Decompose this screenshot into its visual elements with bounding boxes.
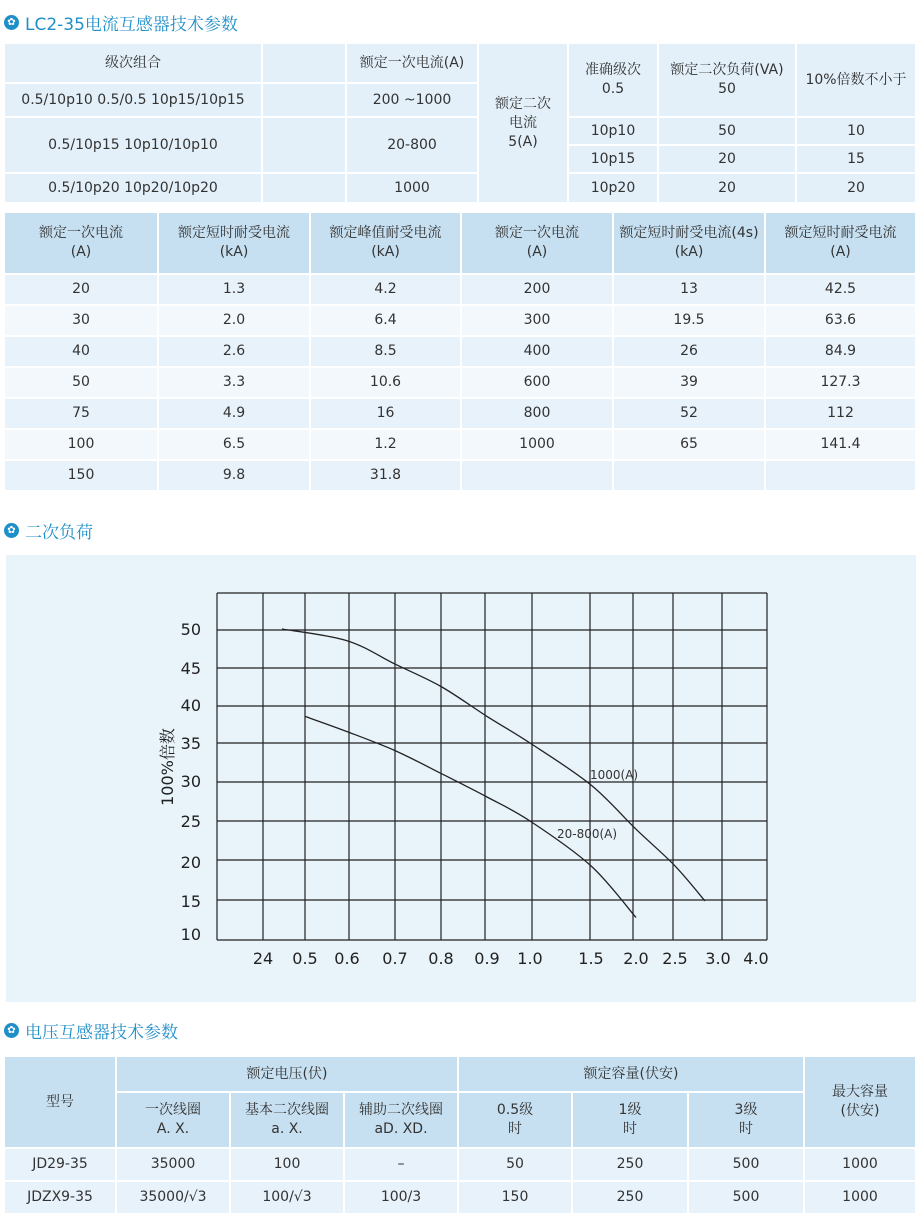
table-cell: 4.9 — [159, 399, 311, 430]
x-tick-label: 2.5 — [662, 949, 688, 968]
table-cell — [766, 461, 917, 492]
column-header-line: (kA) — [371, 244, 400, 260]
table-cell: 16 — [311, 399, 462, 430]
table-cell: 40 — [5, 337, 159, 368]
y-tick-label: 10 — [180, 925, 201, 944]
table-cell: 63.6 — [766, 306, 917, 337]
table-cell: 42.5 — [766, 275, 917, 306]
combo-cell: 0.5/10p20 10p20/10p20 — [5, 174, 263, 204]
y-tick-label: 50 — [180, 620, 201, 639]
star-circle-icon: ✿ — [4, 523, 19, 538]
sub-header-line: 3级 — [734, 1102, 758, 1118]
column-header-line: 额定短时耐受电流(4s) — [619, 225, 759, 241]
sub-header-line: 一次线圈 — [145, 1102, 201, 1118]
table-cell: 300 — [462, 306, 614, 337]
header-accuracy-line: 0.5 — [601, 81, 625, 97]
table-cell: 50 — [5, 368, 159, 399]
table-cell: 250 — [573, 1182, 689, 1215]
x-tick-label: 4.0 — [743, 949, 769, 968]
sub-header — [689, 1093, 805, 1149]
table-cell: 1.2 — [311, 430, 462, 461]
column-header-line: 额定短时耐受电流 — [178, 225, 290, 241]
section-heading-burden — [4, 517, 93, 543]
column-header-line: (kA) — [674, 244, 704, 260]
table-cell: 65 — [614, 430, 766, 461]
column-header — [5, 213, 159, 275]
short-time-current-table — [5, 213, 917, 492]
table-row — [5, 430, 917, 461]
sub-header — [231, 1093, 345, 1149]
table-cell: 600 — [462, 368, 614, 399]
y-tick-label: 30 — [180, 772, 201, 791]
table-cell: 2.6 — [159, 337, 311, 368]
table-cell: 141.4 — [766, 430, 917, 461]
table-row — [5, 368, 917, 399]
table-cell: 2.0 — [159, 306, 311, 337]
table-cell: 9.8 — [159, 461, 311, 492]
sub-header — [345, 1093, 459, 1149]
column-header — [159, 213, 311, 275]
y-tick-label: 40 — [180, 696, 201, 715]
table-cell: 8.5 — [311, 337, 462, 368]
column-header-line: 额定短时耐受电流 — [784, 225, 897, 241]
x-tick-label: 2.0 — [623, 949, 649, 968]
header-max-capacity — [805, 1057, 917, 1149]
section-heading-lc2 — [4, 9, 238, 35]
table-cell: 100/√3 — [231, 1182, 345, 1215]
table-row — [5, 306, 917, 337]
sub-header-line: 1级 — [618, 1102, 642, 1118]
x-tick-label: 0.5 — [292, 949, 318, 968]
header-max-line: 最大容量 — [832, 1084, 888, 1100]
table-cell: 1000 — [805, 1149, 917, 1182]
sub-header-line: 基本二次线圈 — [245, 1102, 329, 1118]
table-cell: 31.8 — [311, 461, 462, 492]
burden-cell: 20 — [659, 146, 797, 174]
x-tick-label: 0.9 — [474, 949, 500, 968]
section-title: LC2-35电流互感器技术参数 — [25, 14, 238, 35]
sub-header-line: a. X. — [271, 1121, 303, 1137]
x-tick-label: 1.0 — [517, 949, 543, 968]
sub-header — [459, 1093, 573, 1149]
table-cell: 1000 — [462, 430, 614, 461]
spacer-cell — [263, 118, 347, 174]
header-secondary — [479, 44, 569, 204]
table-row — [5, 399, 917, 430]
table-cell: 75 — [5, 399, 159, 430]
header-burden-line: 额定二次负荷(VA) — [670, 62, 784, 78]
table-cell: 800 — [462, 399, 614, 430]
primary-cell: 20-800 — [347, 118, 479, 174]
table-cell: 50 — [459, 1149, 573, 1182]
sub-header — [117, 1093, 231, 1149]
primary-cell: 200 ~1000 — [347, 84, 479, 118]
table-cell: 200 — [462, 275, 614, 306]
sub-header-line: 时 — [739, 1121, 753, 1137]
column-header — [311, 213, 462, 275]
burden-cell: 50 — [659, 118, 797, 146]
column-header — [462, 213, 614, 275]
header-secondary-line: 额定二次 — [495, 95, 551, 112]
header-model: 型号 — [5, 1057, 117, 1149]
table-cell: 500 — [689, 1149, 805, 1182]
section-heading-pt — [4, 1017, 178, 1043]
star-circle-icon: ✿ — [4, 1023, 19, 1038]
x-tick-label: 0.7 — [382, 949, 408, 968]
x-tick-label: 3.0 — [705, 949, 731, 968]
x-tick-label: 24 — [252, 949, 274, 968]
factor-cell: 20 — [797, 174, 917, 204]
header-combo: 级次组合 — [5, 44, 263, 84]
table-cell: 52 — [614, 399, 766, 430]
table-row — [5, 337, 917, 368]
table-cell: 150 — [5, 461, 159, 492]
header-primary: 额定一次电流(A) — [347, 44, 479, 84]
table-cell: 39 — [614, 368, 766, 399]
table-cell: JD29-35 — [5, 1149, 117, 1182]
table-cell: 6.5 — [159, 430, 311, 461]
table-cell: 26 — [614, 337, 766, 368]
table-cell: 100 — [231, 1149, 345, 1182]
sub-header-line: aD. XD. — [374, 1121, 428, 1137]
sub-header-line: A. X. — [156, 1121, 190, 1137]
series-label: 1000(A) — [590, 768, 639, 782]
table-cell: 13 — [614, 275, 766, 306]
header-factor: 10%倍数不小于 — [797, 44, 917, 118]
column-header-line: 额定一次电流 — [495, 225, 579, 241]
table-cell: 35000/√3 — [117, 1182, 231, 1215]
y-tick-label: 20 — [180, 853, 201, 872]
series-line — [305, 716, 639, 917]
column-header-line: 额定峰值耐受电流 — [329, 225, 442, 241]
y-tick-label: 45 — [180, 659, 201, 678]
x-tick-label: 1.5 — [578, 949, 604, 968]
header-spacer — [263, 44, 347, 84]
table-cell: 30 — [5, 306, 159, 337]
accuracy-cell: 10p20 — [569, 174, 659, 204]
sub-header-line: 时 — [623, 1121, 637, 1137]
table-cell: 19.5 — [614, 306, 766, 337]
combo-cell: 0.5/10p10 0.5/0.5 10p15/10p15 — [5, 84, 263, 118]
header-voltage: 额定电压(伏) — [117, 1057, 459, 1093]
section-title: 二次负荷 — [25, 522, 93, 543]
table-cell: JDZX9-35 — [5, 1182, 117, 1215]
primary-cell: 1000 — [347, 174, 479, 204]
table-cell: 20 — [5, 275, 159, 306]
column-header — [614, 213, 766, 275]
accuracy-cell: 10p10 — [569, 118, 659, 146]
burden-chart-panel — [6, 555, 916, 1002]
voltage-transformer-table — [5, 1057, 917, 1215]
table-cell — [614, 461, 766, 492]
header-burden — [659, 44, 797, 118]
table-cell: 150 — [459, 1182, 573, 1215]
table-cell: 500 — [689, 1182, 805, 1215]
table-cell: 100/3 — [345, 1182, 459, 1215]
header-burden-line: 50 — [718, 81, 736, 97]
table-cell: 1000 — [805, 1182, 917, 1215]
header-capacity: 额定容量(伏安) — [459, 1057, 805, 1093]
table-cell: – — [345, 1149, 459, 1182]
x-tick-label: 0.8 — [428, 949, 454, 968]
spacer-cell — [263, 174, 347, 204]
combo-cell: 0.5/10p15 10p10/10p10 — [5, 118, 263, 174]
column-header — [766, 213, 917, 275]
header-secondary-line: 5(A) — [508, 133, 538, 150]
lc2-combo-table — [5, 44, 917, 204]
sub-header-line: 0.5级 — [496, 1102, 534, 1118]
sub-header-line: 时 — [508, 1121, 522, 1137]
table-row — [5, 275, 917, 306]
table-cell: 35000 — [117, 1149, 231, 1182]
table-cell: 3.3 — [159, 368, 311, 399]
table-cell: 4.2 — [311, 275, 462, 306]
column-header-line: 额定一次电流 — [39, 225, 123, 241]
header-accuracy-line: 准确级次 — [585, 62, 641, 78]
column-header-line: (A) — [526, 244, 548, 260]
y-axis-label: 100%倍数 — [158, 728, 177, 806]
star-circle-icon: ✿ — [4, 15, 19, 30]
series-label: 20-800(A) — [557, 827, 618, 841]
y-tick-label: 25 — [180, 812, 201, 831]
burden-cell: 20 — [659, 174, 797, 204]
table-cell: 6.4 — [311, 306, 462, 337]
table-cell: 1.3 — [159, 275, 311, 306]
header-secondary-line: 电流 — [509, 114, 537, 131]
section-title: 电压互感器技术参数 — [25, 1022, 178, 1043]
table-cell: 10.6 — [311, 368, 462, 399]
table-cell: 84.9 — [766, 337, 917, 368]
column-header-line: (kA) — [219, 244, 249, 260]
table-cell: 400 — [462, 337, 614, 368]
table-cell: 127.3 — [766, 368, 917, 399]
accuracy-cell: 10p15 — [569, 146, 659, 174]
table-cell: 112 — [766, 399, 917, 430]
column-header-line: (A) — [830, 244, 851, 260]
y-tick-label: 35 — [180, 734, 201, 753]
sub-header — [573, 1093, 689, 1149]
column-header-line: (A) — [70, 244, 92, 260]
factor-cell: 15 — [797, 146, 917, 174]
x-tick-label: 0.6 — [334, 949, 360, 968]
factor-cell: 10 — [797, 118, 917, 146]
table-cell — [462, 461, 614, 492]
y-tick-label: 15 — [180, 892, 201, 911]
table-row — [5, 461, 917, 492]
spacer-cell — [263, 84, 347, 118]
header-accuracy — [569, 44, 659, 118]
table-cell: 250 — [573, 1149, 689, 1182]
table-row — [5, 1149, 917, 1182]
table-cell: 100 — [5, 430, 159, 461]
sub-header-line: 辅助二次线圈 — [359, 1102, 443, 1118]
header-max-line: (伏安) — [840, 1103, 880, 1119]
table-row — [5, 1182, 917, 1215]
burden-chart — [6, 555, 916, 1002]
